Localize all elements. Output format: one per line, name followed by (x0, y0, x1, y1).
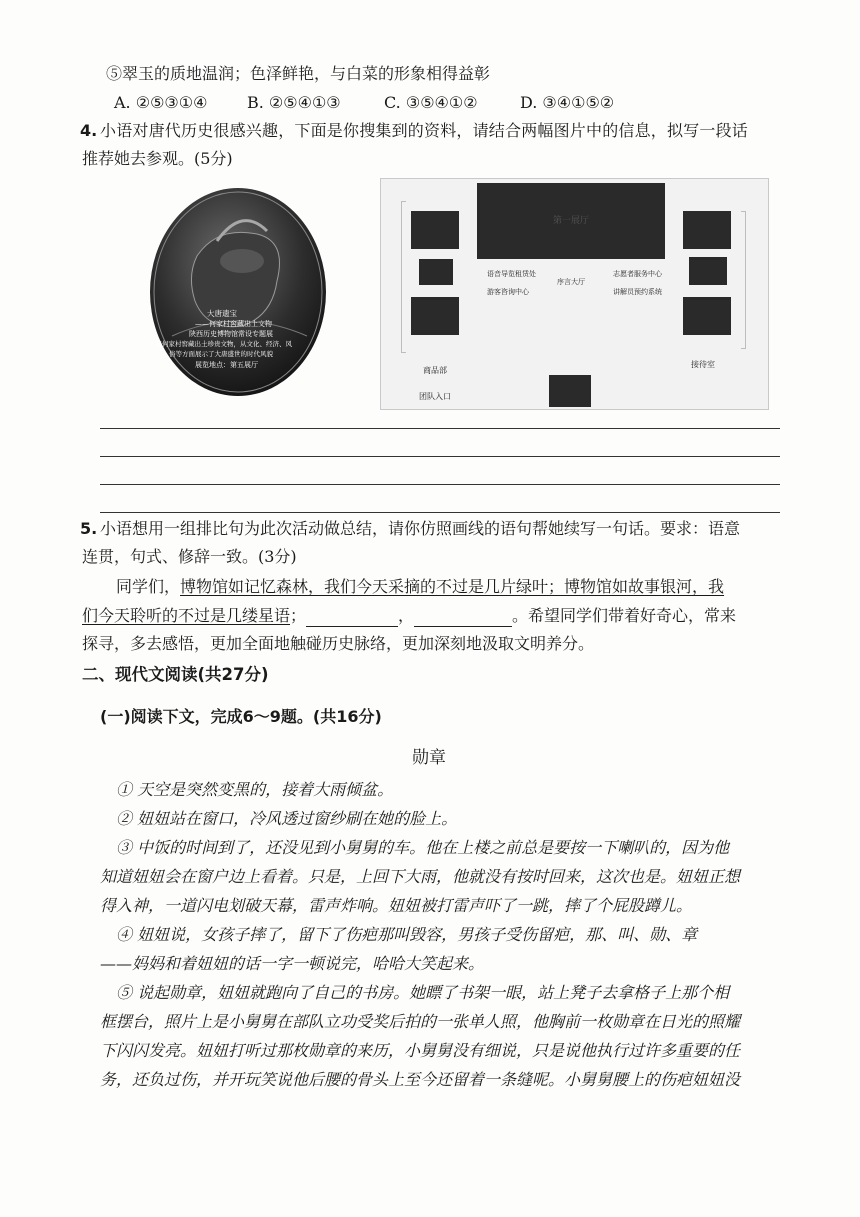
story-para-3-line-2: 知道妞妞会在窗户边上看着。只是，上回下大雨，他就没有按时回来，这次也是。妞妞正想 (100, 867, 741, 886)
label-group-entrance: 团队入口 (419, 392, 451, 401)
q5-underlined-1: 博物馆如记忆森林，我们今天采摘的不过是几片绿叶；博物馆如故事银河，我 (180, 577, 725, 596)
question-number-5: 5. (80, 519, 98, 538)
story-para-5-line-3: 下闪闪发亮。妞妞打听过那枚勋章的来历，小舅舅没有细说，只是说他执行过许多重要的任 (100, 1041, 741, 1060)
q3-option-b: B. ②⑤④①③ (247, 93, 341, 112)
right-wall-bracket (741, 211, 746, 349)
q3-option-a: A. ②⑤③①④ (114, 93, 208, 112)
q5-comma: ， (398, 606, 415, 625)
q5-semicolon: ； (290, 606, 307, 625)
q5-prompt-line-1: 小语想用一组排比句为此次活动做总结，请你仿照画线的语句帮她续写一句话。要求：语意 (100, 519, 741, 538)
label-shop: 商品部 (423, 366, 447, 375)
poster-graphic (147, 186, 329, 408)
q5-paragraph-line-1 (116, 576, 724, 598)
story-para-4-line-1: ④ 妞妞说，女孩子摔了，留下了伤疤那叫毁容，男孩子受伤留疤，那、叫、勋、章 (116, 925, 698, 944)
poster-subtitle: ——何家村窖藏出土文物 (195, 320, 272, 328)
label-audio-guide: 语音导览租赁处 (487, 270, 536, 278)
right-room-1 (683, 211, 731, 249)
section-2-heading: 二、现代文阅读(共27分) (82, 665, 269, 684)
q4-prompt-line-1: 小语对唐代历史很感兴趣，下面是你搜集到的资料，请结合两幅图片中的信息，拟写一段话 (100, 121, 749, 140)
q5-blank-2[interactable] (414, 608, 512, 627)
q3-option-d: D. ③④①⑤② (520, 93, 615, 112)
q4-prompt-line-2: 推荐她去参观。(5分) (82, 149, 233, 168)
q5-paragraph-line-3: 探寻，多去感悟，更加全面地触碰历史脉络，更加深刻地汲取文明养分。 (82, 634, 595, 653)
label-info-center: 游客咨询中心 (487, 288, 529, 296)
left-room-1 (411, 211, 459, 249)
answer-line-4[interactable] (100, 512, 780, 513)
answer-line-1[interactable] (100, 428, 780, 429)
q5-underlined-2: 们今天聆听的不过是几缕星语 (82, 606, 291, 625)
poster-exhibit-name: 陕西历史博物馆常设专题展 (189, 330, 273, 338)
label-lobby: 序言大厅 (557, 278, 585, 286)
story-para-1: ① 天空是突然变黑的，接着大雨倾盆。 (116, 780, 394, 799)
right-room-3 (683, 297, 731, 335)
q3-item-5: ⑤翠玉的质地温润；色泽鲜艳，与白菜的形象相得益彰 (106, 64, 491, 83)
label-reception: 接待室 (691, 360, 715, 369)
right-room-2 (689, 257, 727, 285)
story-para-5-line-1: ⑤ 说起勋章，妞妞就跑向了自己的书房。她瞟了书架一眼，站上凳子去拿格子上那个相 (116, 983, 730, 1002)
story-para-5-line-4: 务，还负过伤，并开玩笑说他后腰的骨头上至今还留着一条缝呢。小舅舅腰上的伤疤妞妞没 (100, 1070, 741, 1089)
story-para-5-line-2: 框摆台，照片上是小舅舅在部队立功受奖后拍的一张单人照，他胸前一枚勋章在日光的照耀 (100, 1012, 741, 1031)
poster-desc-1: 汇聚何家村窖藏出土珍贵文物，从文化、经济、风 (149, 340, 292, 348)
q5-paragraph-line-2 (82, 605, 736, 627)
story-para-3-line-3: 得入神，一道闪电划破天幕，雷声炸响。妞妞被打雷声吓了一跳，摔了个屁股蹲儿。 (100, 896, 693, 915)
poster-desc-2: 俗等方面展示了大唐盛世的时代风貌 (169, 350, 273, 358)
q5-lead: 同学们， (116, 577, 181, 596)
question-number-4: 4. (80, 121, 98, 140)
q5-prompt-line-2: 连贯，句式、修辞一致。(3分) (82, 547, 297, 566)
entrance-block (549, 375, 591, 407)
hall-top-label: 第一展厅 (553, 216, 590, 226)
q5-continuation: 。希望同学们带着好奇心，常来 (512, 606, 737, 625)
left-room-3 (411, 297, 459, 335)
poster-title: 大唐遗宝 (207, 309, 237, 318)
left-room-2 (419, 259, 453, 285)
story-para-3-line-1: ③ 中饭的时间到了，还没见到小舅舅的车。他在上楼之前总是要按一下喇叭的，因为他 (116, 838, 730, 857)
label-volunteer: 志愿者服务中心 (613, 270, 662, 278)
q3-option-c: C. ③⑤④①② (384, 93, 478, 112)
museum-floor-plan (380, 178, 769, 410)
answer-line-3[interactable] (100, 484, 780, 485)
exhibition-poster (147, 186, 329, 408)
left-wall-bracket (401, 201, 406, 353)
story-para-2: ② 妞妞站在窗口，冷风透过窗纱刷在她的脸上。 (116, 809, 458, 828)
story-title: 勋章 (412, 748, 446, 768)
q5-blank-1[interactable] (306, 608, 398, 627)
poster-location: 展览地点：第五展厅 (195, 361, 258, 369)
label-guide-booking: 讲解员预约系统 (613, 288, 662, 296)
part-1-heading: (一)阅读下文，完成6～9题。(共16分) (100, 707, 382, 726)
story-para-4-line-2: ——妈妈和着妞妞的话一字一顿说完，哈哈大笑起来。 (100, 954, 485, 973)
answer-line-2[interactable] (100, 456, 780, 457)
